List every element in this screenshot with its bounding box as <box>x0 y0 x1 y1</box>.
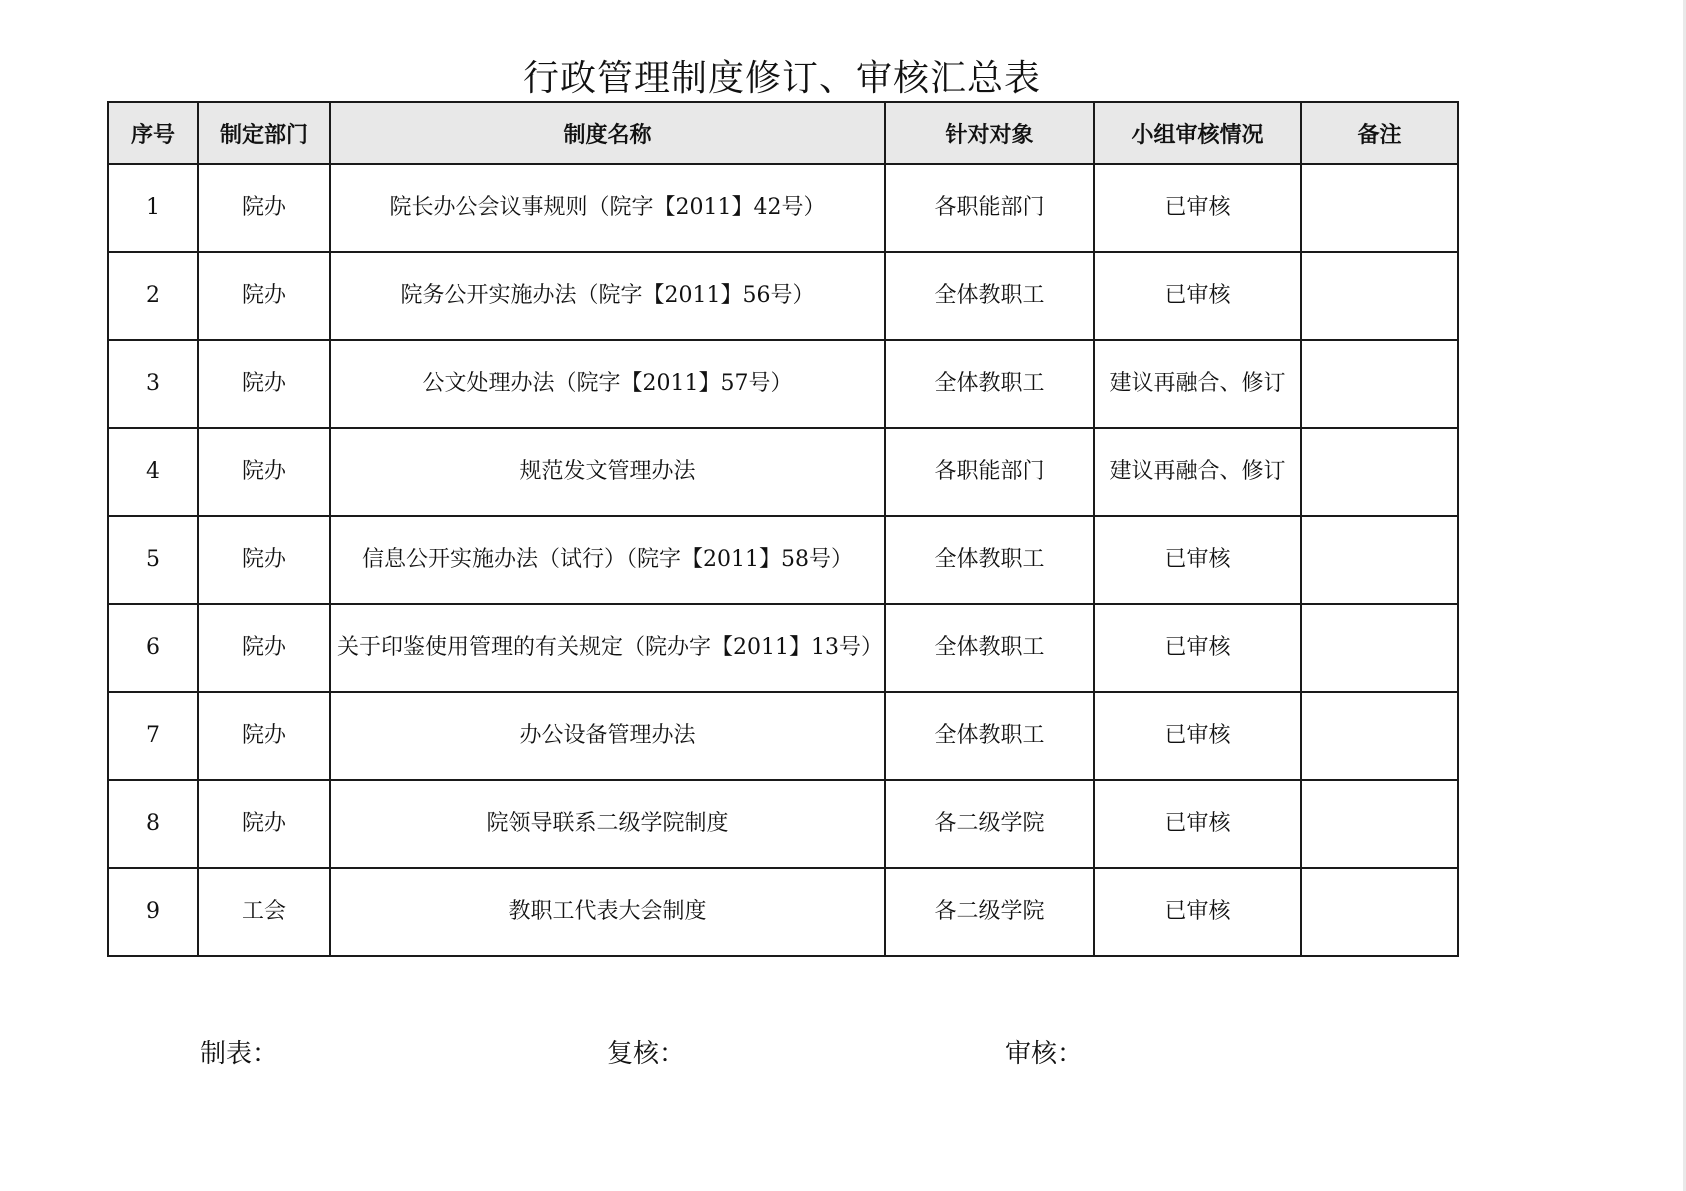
cell-target-audience: 全体教职工 <box>885 604 1094 692</box>
cell-regulation-name: 教职工代表大会制度 <box>330 868 885 956</box>
cell-regulation-name: 规范发文管理办法 <box>330 428 885 516</box>
header-remarks: 备注 <box>1301 102 1458 164</box>
cell-regulation-name: 院领导联系二级学院制度 <box>330 780 885 868</box>
cell-serial-number: 8 <box>108 780 198 868</box>
cell-serial-number: 6 <box>108 604 198 692</box>
cell-remarks[interactable] <box>1301 604 1458 692</box>
cell-review-status: 已审核 <box>1094 252 1301 340</box>
table-row <box>108 164 1458 252</box>
cell-target-audience: 各二级学院 <box>885 780 1094 868</box>
cell-target-audience: 各二级学院 <box>885 868 1094 956</box>
table-header-row <box>108 102 1458 164</box>
summary-table <box>107 101 1459 957</box>
cell-regulation-name: 院务公开实施办法（院字【2011】56号） <box>330 252 885 340</box>
header-regulation-name: 制度名称 <box>330 102 885 164</box>
cell-serial-number: 1 <box>108 164 198 252</box>
page-title: 行政管理制度修订、审核汇总表 <box>522 58 1041 99</box>
table-row <box>108 692 1458 780</box>
cell-serial-number: 5 <box>108 516 198 604</box>
cell-department: 院办 <box>198 780 330 868</box>
cell-department: 院办 <box>198 604 330 692</box>
footer-approved-by-label: 审核： <box>1005 1039 1084 1069</box>
cell-department: 院办 <box>198 516 330 604</box>
cell-remarks[interactable] <box>1301 868 1458 956</box>
cell-target-audience: 全体教职工 <box>885 340 1094 428</box>
table-row <box>108 428 1458 516</box>
table-row <box>108 780 1458 868</box>
cell-department: 院办 <box>198 252 330 340</box>
header-target-audience: 针对对象 <box>885 102 1094 164</box>
cell-target-audience: 全体教职工 <box>885 252 1094 340</box>
cell-review-status: 已审核 <box>1094 780 1301 868</box>
cell-review-status: 已审核 <box>1094 516 1301 604</box>
cell-remarks[interactable] <box>1301 516 1458 604</box>
cell-serial-number: 7 <box>108 692 198 780</box>
cell-remarks[interactable] <box>1301 164 1458 252</box>
cell-remarks[interactable] <box>1301 340 1458 428</box>
footer-reviewed-by-label: 复核： <box>607 1039 686 1069</box>
header-department: 制定部门 <box>198 102 330 164</box>
table-row <box>108 868 1458 956</box>
cell-review-status: 已审核 <box>1094 868 1301 956</box>
cell-regulation-name: 关于印鉴使用管理的有关规定（院办字【2011】13号） <box>330 604 885 692</box>
cell-remarks[interactable] <box>1301 692 1458 780</box>
cell-serial-number: 9 <box>108 868 198 956</box>
header-review-status: 小组审核情况 <box>1094 102 1301 164</box>
cell-regulation-name: 办公设备管理办法 <box>330 692 885 780</box>
table-row <box>108 516 1458 604</box>
cell-serial-number: 3 <box>108 340 198 428</box>
cell-target-audience: 各职能部门 <box>885 428 1094 516</box>
cell-serial-number: 4 <box>108 428 198 516</box>
cell-remarks[interactable] <box>1301 780 1458 868</box>
cell-department: 工会 <box>198 868 330 956</box>
cell-review-status: 建议再融合、修订 <box>1094 428 1301 516</box>
table-row <box>108 340 1458 428</box>
cell-review-status: 已审核 <box>1094 692 1301 780</box>
cell-target-audience: 全体教职工 <box>885 516 1094 604</box>
cell-department: 院办 <box>198 692 330 780</box>
cell-review-status: 已审核 <box>1094 604 1301 692</box>
cell-target-audience: 各职能部门 <box>885 164 1094 252</box>
table-row <box>108 604 1458 692</box>
cell-target-audience: 全体教职工 <box>885 692 1094 780</box>
cell-remarks[interactable] <box>1301 428 1458 516</box>
footer-prepared-by-label: 制表： <box>200 1039 279 1069</box>
cell-department: 院办 <box>198 340 330 428</box>
cell-regulation-name: 公文处理办法（院字【2011】57号） <box>330 340 885 428</box>
cell-review-status: 已审核 <box>1094 164 1301 252</box>
cell-serial-number: 2 <box>108 252 198 340</box>
cell-regulation-name: 信息公开实施办法（试行）（院字【2011】58号） <box>330 516 885 604</box>
cell-review-status: 建议再融合、修订 <box>1094 340 1301 428</box>
cell-remarks[interactable] <box>1301 252 1458 340</box>
cell-department: 院办 <box>198 164 330 252</box>
cell-regulation-name: 院长办公会议事规则（院字【2011】42号） <box>330 164 885 252</box>
cell-department: 院办 <box>198 428 330 516</box>
table-row <box>108 252 1458 340</box>
header-serial-number: 序号 <box>108 102 198 164</box>
